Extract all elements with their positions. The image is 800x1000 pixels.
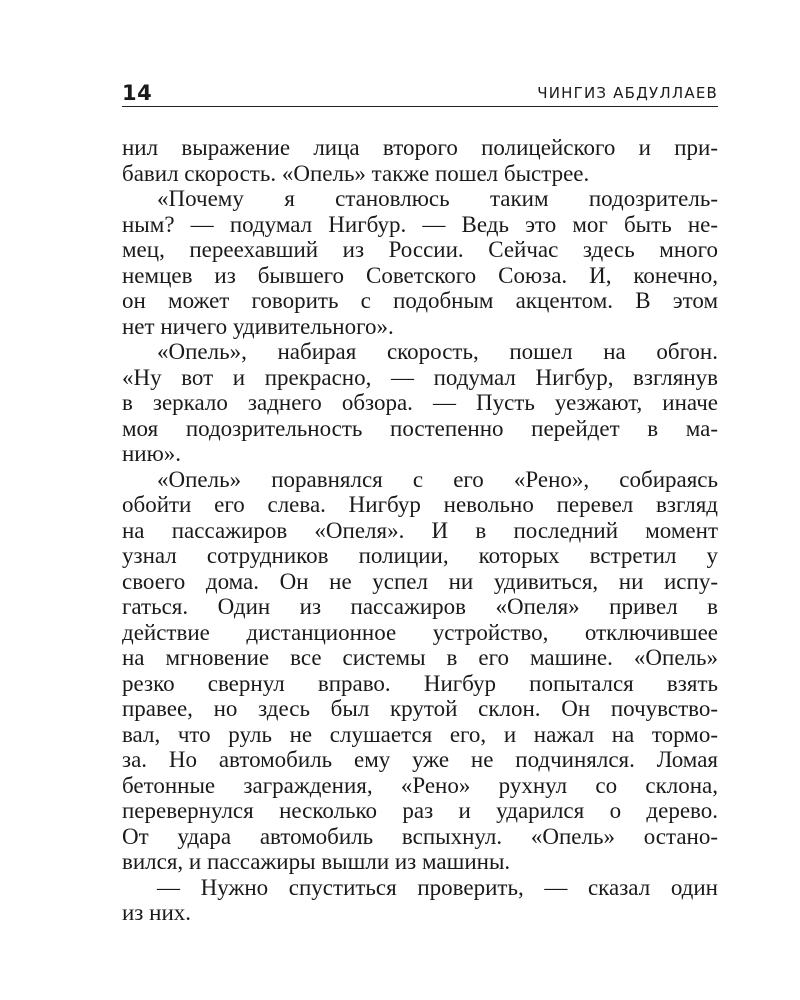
running-head (122, 80, 718, 106)
text-line: в зеркало заднего обзора. — Пусть уезжают, иначе (122, 390, 718, 415)
text-line: ным? — подумал Нигбур. — Ведь это мог быть не- (122, 211, 718, 237)
text-line: действие дистанционное устройство, отключившее (122, 619, 718, 645)
header-rule (122, 106, 718, 107)
text-line: От удара автомобиль вспыхнул. «Опель» остано- (122, 823, 718, 849)
text-line: — Нужно спуститься проверить, — сказал один (157, 874, 718, 900)
text-line: моя подозрительность постепенно перейдет в ма- (122, 415, 718, 441)
text-line: своего дома. Он не успел ни удивиться, ни испу- (122, 568, 718, 594)
text-line: нил выражение лица второго полицейского и при- (122, 135, 718, 160)
body-text (122, 135, 718, 926)
text-line: бавил скорость. «Опель» также пошел быстрее. (122, 160, 590, 186)
text-line: гаться. Один из пассажиров «Опеля» привел в (122, 594, 718, 619)
text-line: «Опель», набирая скорость, пошел на обгон. (157, 339, 718, 364)
text-line: на мгновение все системы в его машине. «Опель» (122, 645, 718, 670)
text-line: правее, но здесь был крутой склон. Он почувство- (122, 696, 718, 721)
text-line: нет ничего удивительного». (122, 313, 394, 339)
text-line: «Опель» поравнялся с его «Рено», собираясь (157, 466, 718, 492)
text-line: вал, что руль не слушается его, и нажал на тормо- (122, 721, 718, 747)
text-line: вился, и пассажиры вышли из машины. (122, 849, 511, 874)
text-line: резко свернул вправо. Нигбур попытался взять (122, 670, 718, 696)
text-line: узнал сотрудников полиции, которых встретил у (122, 543, 718, 568)
text-line: немцев из бывшего Советского Союза. И, конечно, (122, 262, 718, 288)
text-line: «Почему я становлюсь таким подозритель- (157, 186, 718, 211)
text-line: нию». (122, 441, 182, 466)
page-number: 14 (122, 81, 153, 105)
text-line: на пассажиров «Опеля». И в последний момент (122, 517, 718, 543)
text-line: он может говорить с подобным акцентом. В этом (122, 288, 718, 313)
text-line: перевернулся несколько раз и ударился о дерево. (122, 798, 718, 823)
text-line: бетонные заграждения, «Рено» рухнул со склона, (122, 772, 718, 798)
text-line: мец, переехавший из России. Сейчас здесь много (122, 237, 718, 262)
text-line: «Ну вот и прекрасно, — подумал Нигбур, взглянув (122, 364, 718, 390)
running-title: ЧИНГИЗ АБДУЛЛАЕВ (537, 84, 718, 102)
text-line: обойти его слева. Нигбур невольно перевел взгляд (122, 492, 718, 517)
text-line: из них. (122, 900, 192, 925)
text-line: за. Но автомобиль ему уже не подчинялся. Ломая (122, 747, 718, 772)
